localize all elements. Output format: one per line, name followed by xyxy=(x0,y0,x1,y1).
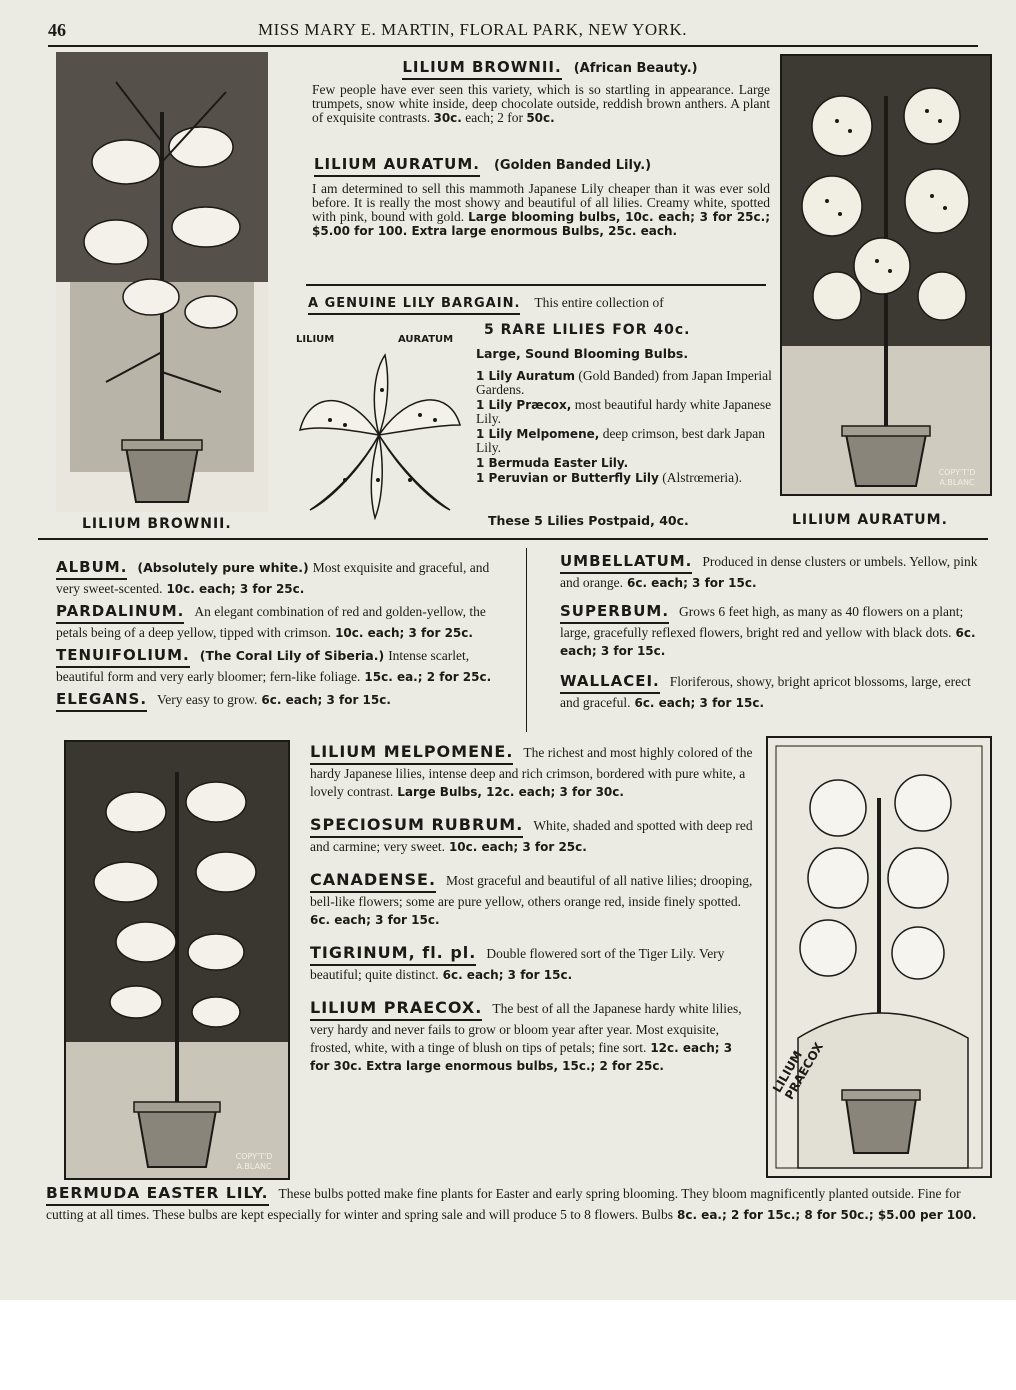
auratum-copyright: COPY'T'D A.BLANC xyxy=(938,468,976,487)
species-entry xyxy=(310,943,754,984)
bargain-item-bold: 1 Lily Præcox, xyxy=(476,398,572,412)
bargain-footer: These 5 Lilies Postpaid, 40c. xyxy=(488,513,689,528)
species-price: 6c. each; 3 for 15c. xyxy=(626,576,757,590)
bargain-title: A GENUINE LILY BARGAIN. xyxy=(308,296,520,315)
auratum-illustration xyxy=(780,54,992,496)
running-head: MISS MARY E. MARTIN, FLORAL PARK, NEW YORK. xyxy=(258,20,688,39)
species-entry xyxy=(56,646,516,686)
bargain-item-text: most beautiful hardy white Japanese Lily. xyxy=(476,397,772,426)
species-name: SUPERBUM. xyxy=(560,602,669,624)
auratum-caption: LILIUM AURATUM. xyxy=(792,512,948,528)
species-text: Very easy to grow. xyxy=(157,692,258,707)
bargain-headline: 5 RARE LILIES FOR 40c. xyxy=(484,322,691,338)
brownii-description xyxy=(300,83,770,125)
species-text: Double flowered sort of the Tiger Lily. Very beautiful; quite distinct. xyxy=(310,946,725,982)
species-text: Most exquisite and graceful, and very sweet-scented. xyxy=(56,560,490,596)
brownii-subtitle: (African Beauty.) xyxy=(573,61,698,76)
species-text: The best of all the Japanese hardy white lilies, very hardy and never fails to grow or bloom year after year. Most exquisite, frosted, white, with a tinge of blush on tips of petals; fine sort. xyxy=(310,1001,742,1055)
bargain-item-bold: 1 Bermuda Easter Lily. xyxy=(476,456,629,470)
bargain-item-bold: 1 Lily Auratum xyxy=(476,369,576,383)
melpomene-illustration xyxy=(64,740,290,1180)
species-name: SPECIOSUM RUBRUM. xyxy=(310,815,523,838)
species-text: Intense scarlet, beautiful form and very early bloomer; fern-like foliage. xyxy=(56,648,470,684)
species-entry xyxy=(56,690,516,712)
bargain-item-text: (Gold Banded) from Japan Imperial Gardens. xyxy=(476,368,772,397)
bermuda-block xyxy=(46,1184,994,1224)
center-column xyxy=(310,742,754,1075)
left-column xyxy=(56,558,516,712)
species-entry xyxy=(560,672,990,712)
bargain-title-row xyxy=(308,294,773,315)
species-price: 6c. each; 3 for 15c. xyxy=(261,693,391,707)
species-price: 10c. each; 3 for 25c. xyxy=(448,840,587,854)
auratum-rule xyxy=(306,284,766,286)
praecox-illustration xyxy=(766,736,992,1178)
bargain-intro: This entire collection of xyxy=(534,295,664,310)
bermuda-title: BERMUDA EASTER LILY. xyxy=(46,1184,269,1206)
auratum-block xyxy=(300,155,770,238)
species-text: An elegant combination of red and golden-yellow, the petals being of a deep yellow, tipped with crimson. xyxy=(56,604,486,640)
species-price: 10c. each; 3 for 25c. xyxy=(335,626,473,640)
bargain-item-text: deep crimson, best dark Japan Lily. xyxy=(476,426,766,455)
species-price: 10c. each; 3 for 25c. xyxy=(166,582,305,596)
bargain-item xyxy=(476,398,772,426)
species-sub: (Absolutely pure white.) xyxy=(137,560,309,575)
species-name: PARDALINUM. xyxy=(56,602,184,624)
auratum-offer: Large blooming bulbs, 10c. each; 3 for 25c.; $5.00 for 100. Extra large enormous Bulbs, 25c. each. xyxy=(312,210,770,238)
brownii-price-rest: each; 2 for xyxy=(465,110,523,125)
species-entry xyxy=(310,870,754,929)
header-rule xyxy=(48,45,978,47)
species-sub: (The Coral Lily of Siberia.) xyxy=(199,648,385,663)
bargain-item-bold: 1 Lily Melpomene, xyxy=(476,427,600,441)
bermuda-price: 8c. ea.; 2 for 15c.; 8 for 50c.; $5.00 per 100. xyxy=(676,1208,977,1222)
species-price: 6c. each; 3 for 15c. xyxy=(634,696,764,710)
auratum-text: I am determined to sell this mammoth Japanese Lily cheaper than it was ever sold before. It is really the most showy and beautiful of all lilies. Creamy white, spotted with pink, bound with gold. xyxy=(312,181,770,224)
bargain-illustration xyxy=(290,330,468,520)
brownii-price: 30c. xyxy=(433,111,462,125)
brownii-block xyxy=(300,58,770,125)
species-text: The richest and most highly colored of the hardy Japanese lilies, intense deep and rich crimson, bordered with pure white, a lovely contrast. xyxy=(310,745,753,799)
auratum-description xyxy=(300,182,770,238)
bargain-item xyxy=(476,456,772,470)
species-entry xyxy=(56,558,516,598)
column-rule xyxy=(526,548,527,732)
species-entry xyxy=(310,742,754,801)
species-name: WALLACEI. xyxy=(560,672,660,694)
species-entry xyxy=(310,998,754,1075)
species-price: Large Bulbs, 12c. each; 3 for 30c. xyxy=(397,785,624,799)
melpomene-copyright: COPY'T'D A.BLANC xyxy=(235,1152,273,1171)
bargain-item-bold: 1 Peruvian or Butterfly Lily xyxy=(476,471,659,485)
species-price: 15c. ea.; 2 for 25c. xyxy=(364,670,492,684)
page-header xyxy=(48,20,978,46)
species-text: Produced in dense clusters or umbels. Yellow, pink and orange. xyxy=(560,554,978,590)
brownii-price2: 50c. xyxy=(526,111,555,125)
praecox-caption: LILIUM PRAECOX xyxy=(770,1040,826,1102)
brownii-caption: LILIUM BROWNII. xyxy=(82,516,232,532)
bargain-sub: Large, Sound Blooming Bulbs. xyxy=(476,346,689,361)
section-rule xyxy=(38,538,988,540)
species-price: 6c. each; 3 for 15c. xyxy=(560,626,976,658)
brownii-text: Few people have ever seen this variety, which is so startling in appearance. Large trumpets, snow white inside, deep chocolate outside, reddish brown anthers. A plant of exquisite contrasts. xyxy=(312,82,770,125)
species-entry xyxy=(56,602,516,642)
species-entry xyxy=(560,602,990,660)
bargain-item-text: (Alstrœmeria). xyxy=(662,470,743,485)
species-text: White, shaded and spotted with deep red and carmine; very sweet. xyxy=(310,818,753,854)
species-entry xyxy=(560,552,990,592)
auratum-title: LILIUM AURATUM. xyxy=(314,155,480,177)
species-name: UMBELLATUM. xyxy=(560,552,692,574)
species-name: ELEGANS. xyxy=(56,690,147,712)
species-name: CANADENSE. xyxy=(310,870,436,893)
bargain-item xyxy=(476,427,772,455)
brownii-title: LILIUM BROWNII. xyxy=(402,58,561,80)
species-price: 6c. each; 3 for 15c. xyxy=(442,968,573,982)
species-name: ALBUM. xyxy=(56,558,127,580)
right-column xyxy=(560,552,990,712)
page-number: 46 xyxy=(48,20,66,40)
species-entry xyxy=(310,815,754,856)
species-text: Grows 6 feet high, as many as 40 flowers on a plant; large, gracefully reflexed flowers, bright red and yellow with black dots. xyxy=(560,604,964,640)
auratum-subtitle: (Golden Banded Lily.) xyxy=(493,158,652,173)
species-name: TENUIFOLIUM. xyxy=(56,646,190,668)
bargain-item xyxy=(476,369,772,397)
bargain-item xyxy=(476,471,772,485)
bargain-illus-label-right: AURATUM xyxy=(398,334,454,345)
bargain-illus-label-left: LILIUM xyxy=(296,334,335,345)
species-text: Most graceful and beautiful of all native lilies; drooping, bell-like flowers; some are pure yellow, others orange red, inside finely spotted. xyxy=(310,873,753,909)
species-text: Floriferous, showy, bright apricot blossoms, large, erect and graceful. xyxy=(560,674,971,710)
species-name: TIGRINUM, fl. pl. xyxy=(310,943,476,966)
brownii-illustration xyxy=(56,52,268,512)
bargain-list xyxy=(476,322,772,486)
species-price: 12c. each; 3 for 30c. Extra large enormous bulbs, 15c.; 2 for 25c. xyxy=(310,1041,733,1073)
species-price: 6c. each; 3 for 15c. xyxy=(310,913,440,927)
bermuda-text: These bulbs potted make fine plants for Easter and early spring blooming. They bloom magnificently planted outside. Fine for cutting at all times. These bulbs are kept especially for winter and spring sale and will produce 5 to 8 flowers. Bulbs xyxy=(46,1186,961,1222)
species-name: LILIUM MELPOMENE. xyxy=(310,742,513,765)
species-name: LILIUM PRAECOX. xyxy=(310,998,482,1021)
bottom-margin xyxy=(0,1300,1016,1390)
